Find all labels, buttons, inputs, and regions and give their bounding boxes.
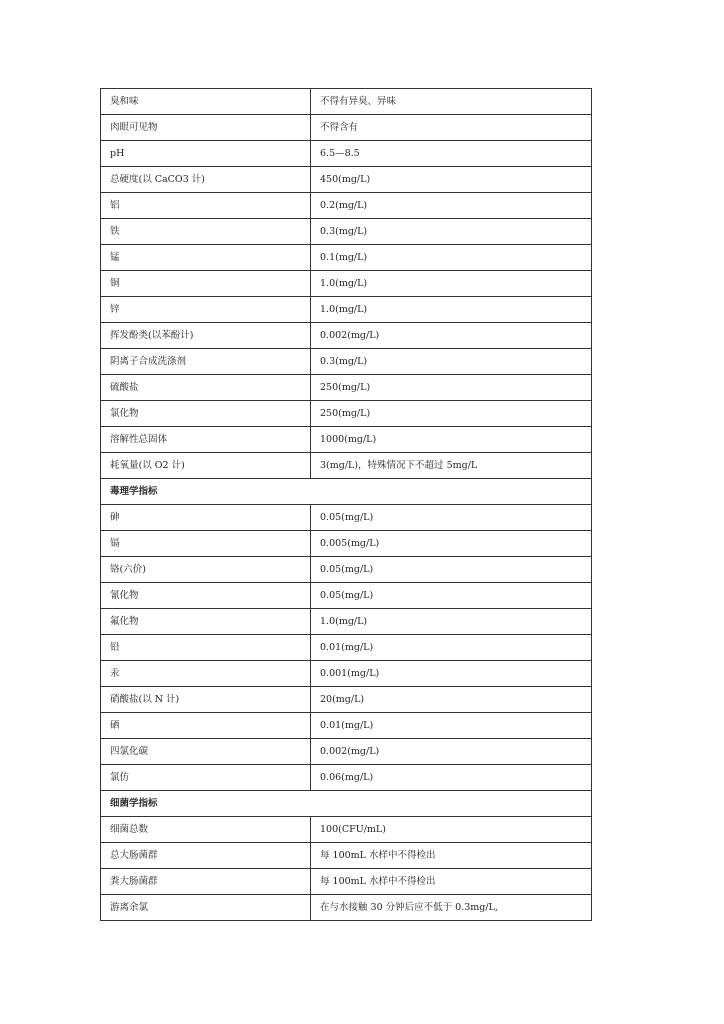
limit-value: 0.3(mg/L) [311,219,592,245]
limit-value: 每 100mL 水样中不得检出 [311,869,592,895]
table-row [101,349,592,375]
limit-value: 1.0(mg/L) [311,297,592,323]
table-row [101,843,592,869]
table-row [101,375,592,401]
limit-value: 0.1(mg/L) [311,245,592,271]
indicator-name: pH [101,141,311,167]
indicator-name: 铁 [101,219,311,245]
limit-value: 0.3(mg/L) [311,349,592,375]
indicator-name: 铝 [101,193,311,219]
indicator-name: 耗氧量(以 O2 计) [101,453,311,479]
indicator-name: 氟化物 [101,609,311,635]
indicator-name: 硒 [101,713,311,739]
limit-value: 0.05(mg/L) [311,505,592,531]
limit-value: 3(mg/L)，特殊情况下不超过 5mg/L [311,453,592,479]
limit-value: 每 100mL 水样中不得检出 [311,843,592,869]
limit-value: 在与水接触 30 分钟后应不低于 0.3mg/L, [311,895,592,921]
limit-value: 1.0(mg/L) [311,271,592,297]
limit-value: 0.002(mg/L) [311,323,592,349]
indicator-name: 硫酸盐 [101,375,311,401]
indicator-name: 砷 [101,505,311,531]
indicator-name: 铅 [101,635,311,661]
indicator-name: 氰化物 [101,583,311,609]
indicator-name: 阴离子合成洗涤剂 [101,349,311,375]
table-row [101,323,592,349]
limit-value: 0.05(mg/L) [311,557,592,583]
limit-value: 0.001(mg/L) [311,661,592,687]
table-row [101,739,592,765]
table-row [101,557,592,583]
indicator-name: 臭和味 [101,89,311,115]
limit-value: 250(mg/L) [311,401,592,427]
indicator-name: 粪大肠菌群 [101,869,311,895]
indicator-name: 溶解性总固体 [101,427,311,453]
limit-value: 0.005(mg/L) [311,531,592,557]
limit-value: 450(mg/L) [311,167,592,193]
indicator-name: 游离余氯 [101,895,311,921]
table-row [101,505,592,531]
table-row [101,609,592,635]
indicator-name: 肉眼可见物 [101,115,311,141]
limit-value: 20(mg/L) [311,687,592,713]
limit-value: 250(mg/L) [311,375,592,401]
water-quality-standards-table [100,88,592,921]
section-heading: 毒理学指标 [101,479,592,505]
indicator-name: 挥发酚类(以苯酚计) [101,323,311,349]
section-row-toxicology [101,479,592,505]
indicator-name: 总硬度(以 CaCO3 计) [101,167,311,193]
section-row-bacteriology [101,791,592,817]
limit-value: 不得有异臭、异味 [311,89,592,115]
table-row [101,271,592,297]
table-row [101,297,592,323]
indicator-name: 硝酸盐(以 N 计) [101,687,311,713]
limit-value: 0.002(mg/L) [311,739,592,765]
indicator-name: 镉 [101,531,311,557]
table-row [101,219,592,245]
table-row [101,765,592,791]
limit-value: 100(CFU/mL) [311,817,592,843]
table-row [101,583,592,609]
table-row [101,869,592,895]
indicator-name: 铬(六价) [101,557,311,583]
table-row [101,713,592,739]
limit-value: 6.5—8.5 [311,141,592,167]
indicator-name: 汞 [101,661,311,687]
indicator-name: 氯化物 [101,401,311,427]
indicator-name: 氯仿 [101,765,311,791]
table-row [101,245,592,271]
limit-value: 0.06(mg/L) [311,765,592,791]
limit-value: 0.05(mg/L) [311,583,592,609]
table-row [101,531,592,557]
section-heading: 细菌学指标 [101,791,592,817]
table-row [101,89,592,115]
table-row [101,687,592,713]
indicator-name: 四氯化碳 [101,739,311,765]
indicator-name: 细菌总数 [101,817,311,843]
limit-value: 0.2(mg/L) [311,193,592,219]
table-row [101,193,592,219]
limit-value: 0.01(mg/L) [311,713,592,739]
table-row [101,635,592,661]
indicator-name: 铜 [101,271,311,297]
table-row [101,141,592,167]
table-row [101,115,592,141]
table-row [101,661,592,687]
table-row [101,453,592,479]
table-row [101,401,592,427]
indicator-name: 总大肠菌群 [101,843,311,869]
table-row [101,167,592,193]
table-row [101,817,592,843]
table-row [101,427,592,453]
limit-value: 1000(mg/L) [311,427,592,453]
indicator-name: 锰 [101,245,311,271]
table-body [101,89,592,921]
limit-value: 1.0(mg/L) [311,609,592,635]
limit-value: 0.01(mg/L) [311,635,592,661]
limit-value: 不得含有 [311,115,592,141]
table-row [101,895,592,921]
indicator-name: 锌 [101,297,311,323]
